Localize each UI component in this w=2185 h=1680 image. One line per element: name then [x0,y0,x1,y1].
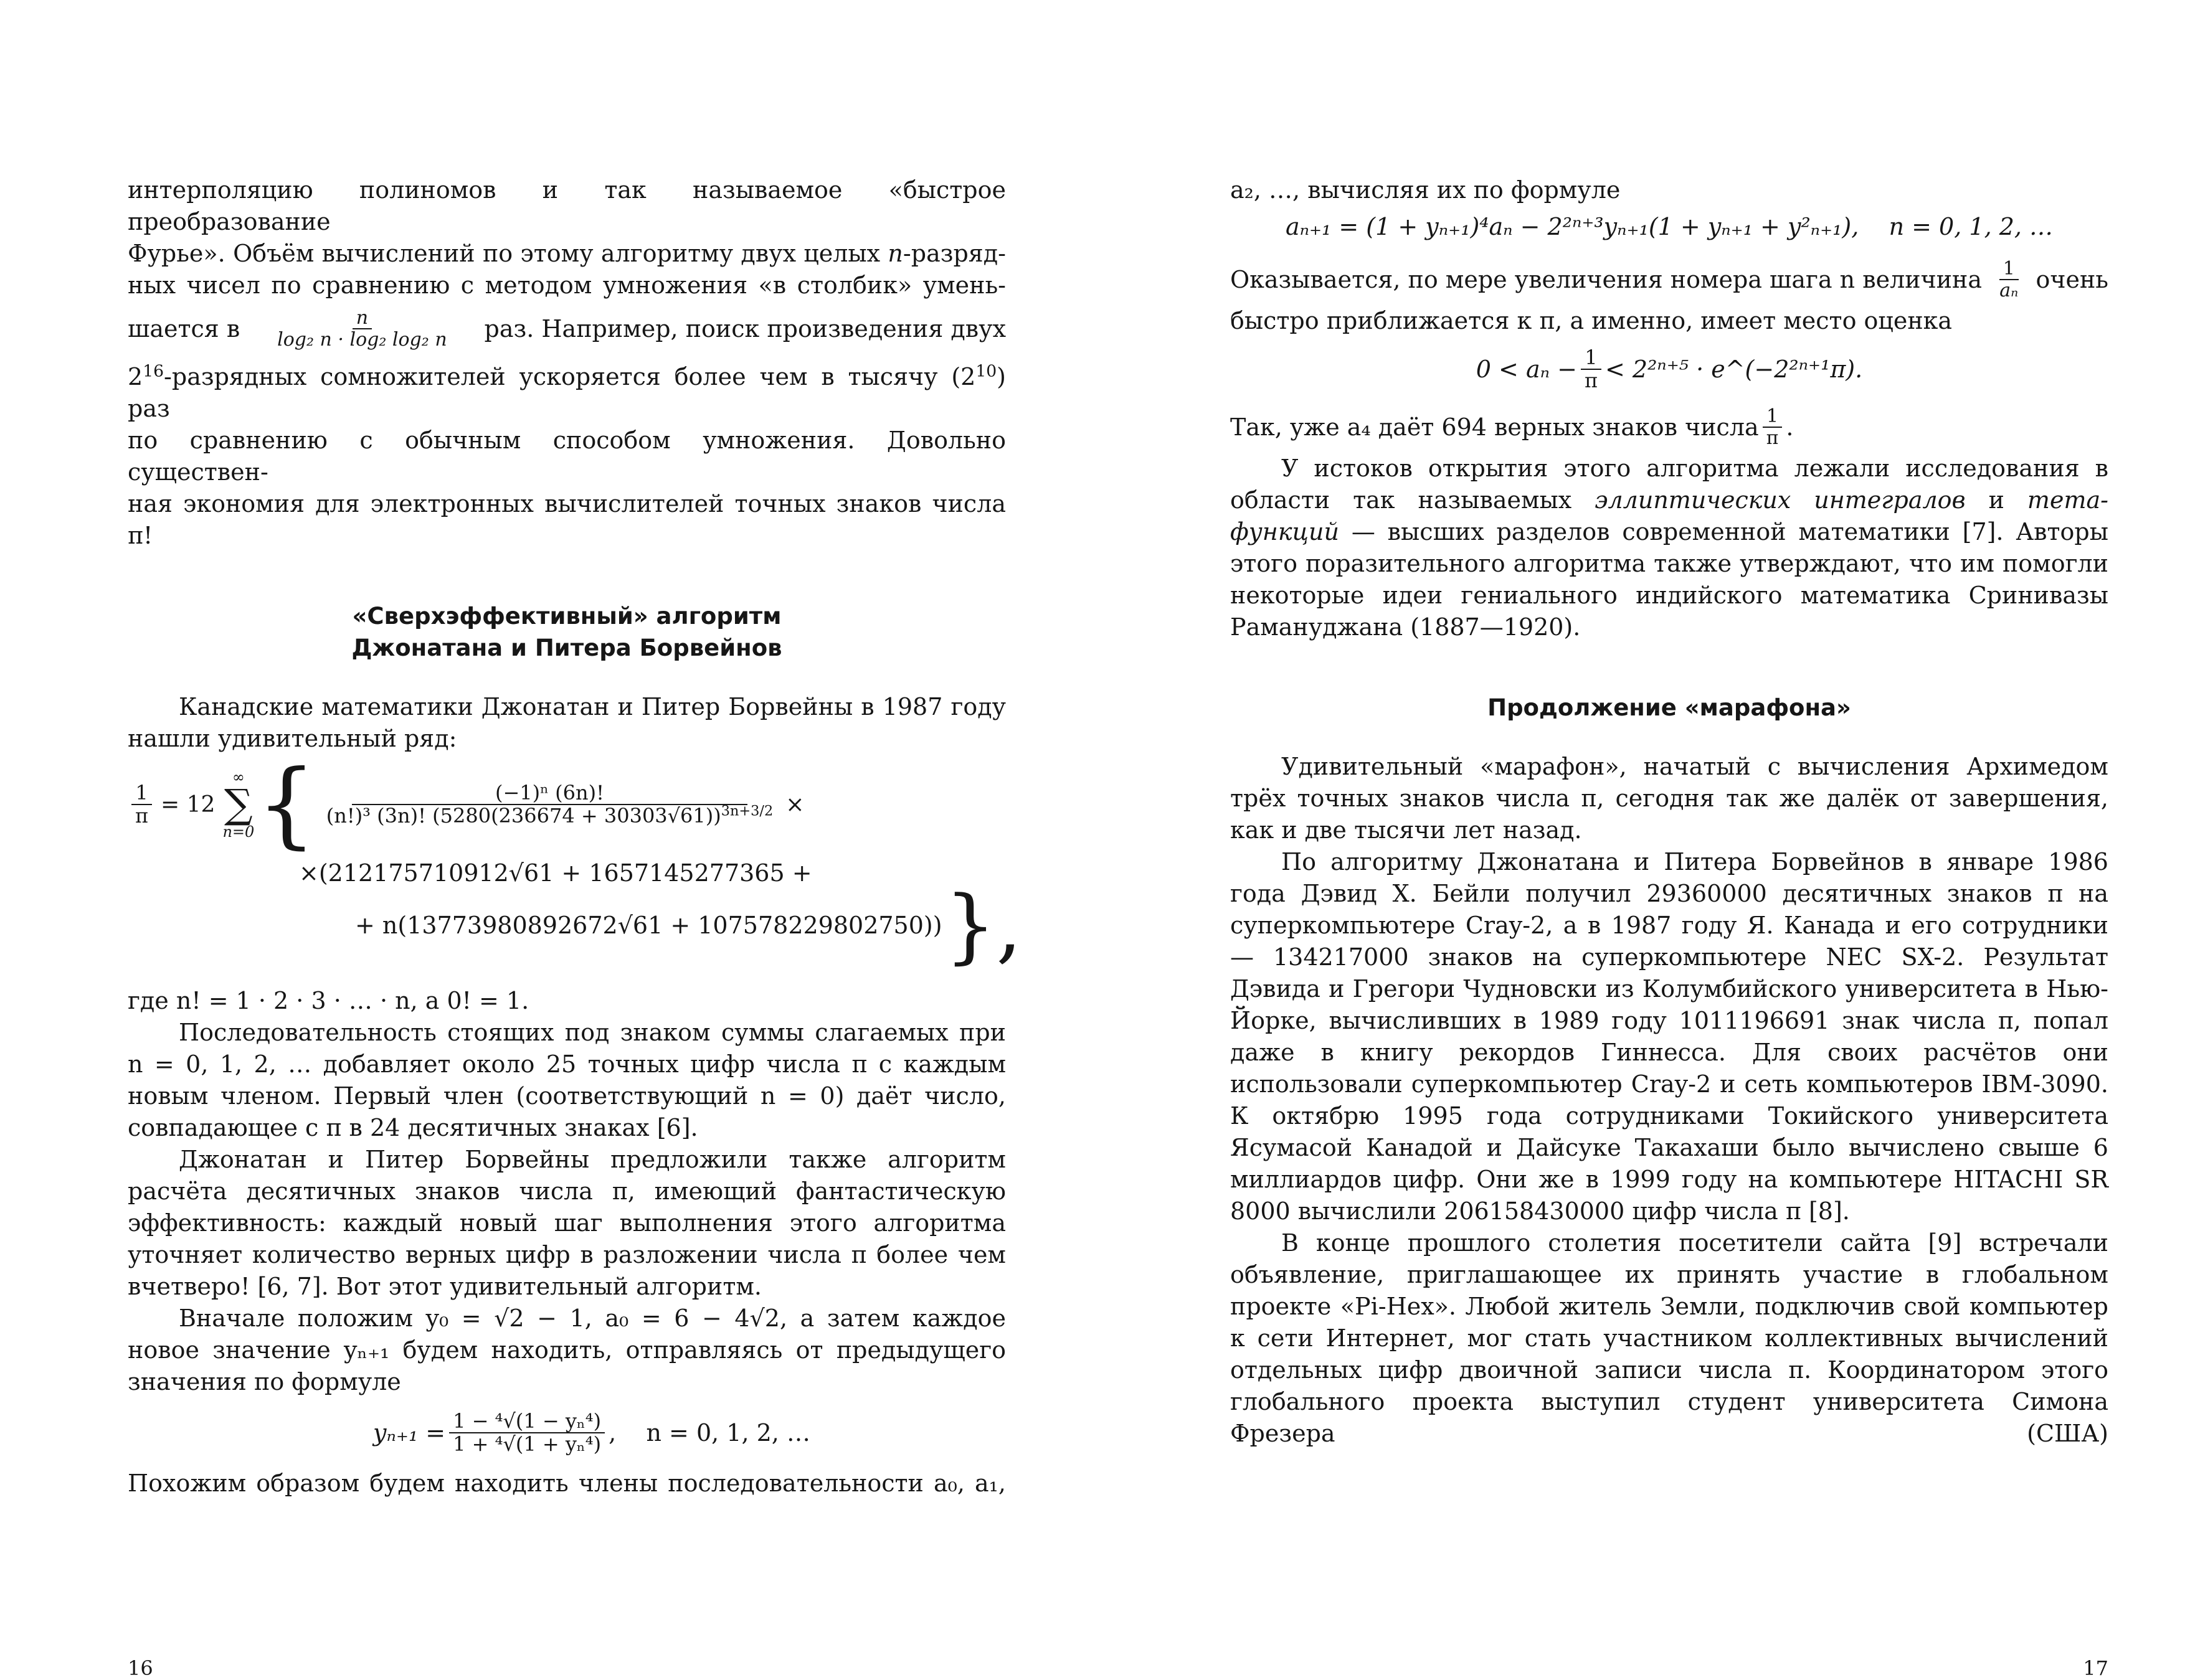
series-frac-den: (n!)³ (3n)! (5280(236674 + 30303√61)) [326,804,721,828]
a-formula [1230,211,2108,243]
estimate-frac-den: π [1584,369,1598,393]
para-bailey: По алгоритму Джонатана и Питера Борвейнов в январе 1986 года Дэвид Х. Бейли получил 29360000 десятичных знаков π на суперкомпьютере Cray-2, а в 1987 году Я. Канада и его сотрудники — 134217000 знаков на суперкомпьютере NEC SX-2. Результат Дэвида и Грегори Чудновски из Колумбийского университета в Нью-Йорке, вычисливших в 1989 году 1011196691 знак числа π, попал даже в книгу рекордов Гиннесса. Для своих расчётов они использовали суперкомпьютер Cray-2 и сеть компьютеров IBM-3090. К октябрю 1995 года сотрудниками Токийского университета Ясумасой Канадой и Дайсуке Такахаши было вычислено свыше 6 миллиардов цифр. Они же в 1999 году на компьютере HITACHI SR 8000 вычислили 206158430000 цифр числа π [8]. [1230,848,2108,1225]
para-pihex: В конце прошлого столетия посетители сайта [9] встречали объявление, приглашающее их принять участие в глобальном проекте «Pi-Hex». Любой житель Земли, подключив свой компьютер к сети Интернет, мог стать участником коллективных вычислений отдельных цифр двоичной записи числа π. Координатором этого глобального проекта выступил студент университета Симона Фрезера (США) [1230,1229,2108,1448]
y-formula-num: 1 − ⁴√(1 − yₙ⁴) [449,1410,605,1433]
intro-line-2-a: Фурье». Объём вычислений по этому алгоритму двух целых [128,240,888,267]
left-page [128,174,1022,1680]
series-formula-line-1 [128,750,1006,859]
para-canadian: Канадские математики Джонатан и Питер Борвейны в 1987 году нашли удивительный ряд: [128,693,1006,752]
intro-line-4-b: раз. Например, поиск произведения двух [484,315,1006,342]
estimate-right: < 2²ⁿ⁺⁵ · e^(−2²ⁿ⁺¹π). [1604,355,1863,383]
intro-line-2-b: -разряд- [903,240,1006,267]
turns-out-line [1230,254,2108,305]
intro-line-5-b: -разрядных сомножителей ускоряется более чем в тысячу (2 [164,363,976,390]
so-line-a: Так, уже a₄ даёт 694 верных знаков числа [1230,413,1759,441]
intro-line-2-n: n [888,240,903,267]
section-heading-marathon: Продолжение «марафона» [1487,694,1851,722]
y-formula-den: 1 + ⁴√(1 + yₙ⁴) [453,1432,602,1456]
so-line-frac-den: π [1766,427,1779,450]
series-lhs-num: 1 [131,782,151,805]
series-lhs [131,782,152,827]
where-line: где n! = 1 · 2 · 3 · … · n, а 0! = 1. [128,987,529,1014]
series-formula [128,750,1022,973]
estimate-frac [1581,347,1601,392]
para-origins-c: — высших разделов современной математики [7]. Авторы этого поразительного алгоритма также утверждают, что им помогли некоторые идеи гениального индийского математика Сринивазы Рамануджана (1887—1920). [1230,518,2108,641]
series-formula-line-3 [128,878,1022,973]
series-frac-den-exp: 3n+3/2 [721,803,774,819]
inv-a-den: aₙ [1999,280,2019,301]
para-origins-a: У истоков открытия этого алгоритма лежали исследования в области так называемых [1230,455,2108,514]
sigma-icon: ∑ [224,781,253,828]
y-formula-lhs: yₙ₊₁ = [373,1418,446,1446]
intro-line-4 [128,301,1006,356]
series-eq: = 12 [161,791,216,818]
left-brace-icon: { [257,750,316,859]
intro-line-5-a: 2 [128,363,143,390]
so-line-frac-num: 1 [1763,406,1782,428]
para-sequence: Последовательность стоящих под знаком суммы слагаемых при n = 0, 1, 2, … добавляет около 25 точных цифр числа π с каждым новым членом. Первый член (соответствующий n = 0) даёт число, совпадающее с π в 24 десятичных знаках [6]. [128,1019,1006,1141]
right-page [1230,174,2108,1680]
cont-line: a₂, …, вычисляя их по формуле [1230,176,1621,204]
log-fraction-num: n [353,308,372,329]
section-heading-borwein [128,600,1006,664]
so-line-b: . [1786,413,1794,441]
turns-out-b: очень [2036,266,2108,293]
intro-line-5 [128,361,1006,425]
a-formula-text: aₙ₊₁ = (1 + yₙ₊₁)⁴aₙ − 2²ⁿ⁺³yₙ₊₁(1 + yₙ₊₁ + y²ₙ₊₁), n = 0, 1, 2, … [1285,213,2054,240]
intro-line-5-sup2: 10 [975,361,997,381]
intro-line-5-c: ) раз [128,363,1006,422]
para-origins [1230,453,2108,643]
intro-line-7: ная экономия для электронных вычислителей точных знаков числа π! [128,490,1006,549]
para-algorithm: Джонатан и Питер Борвейны предложили также алгоритм расчёта десятичных знаков числа π, имеющий фантастическую эффективность: каждый новый шаг выполнения этого алгоритма уточняет количество верных цифр в разложении числа π более чем вчетверо! [6, 7]. Вот этот удивительный алгоритм. [128,1146,1006,1300]
heading-line-1: «Сверхэффективный» алгоритм [352,603,782,630]
para-origins-b: и [1965,486,2027,514]
sum-symbol [222,770,254,839]
intro-line-2 [128,238,1006,270]
series-close: }, [944,878,1022,973]
series-times: × [785,791,805,818]
page-number-left: 16 [128,1656,153,1680]
so-line [1230,402,2108,453]
series-lhs-den: π [135,804,149,828]
estimate-left: 0 < aₙ − [1476,355,1577,383]
intro-line-5-sup: 16 [143,361,164,381]
inv-a-frac [1996,258,2022,301]
y-formula-tail: , n = 0, 1, 2, … [609,1418,810,1446]
turns-out-a: Оказывается, по мере увеличения номера шага n величина [1230,266,1983,293]
sum-bottom: n=0 [222,823,255,841]
intro-paragraph [128,174,1006,552]
intro-line-6: по сравнению с обычным способом умножения. Довольно существен- [128,427,1006,486]
estimate-frac-num: 1 [1581,347,1601,370]
para-origins-em1: эллиптических интегралов [1595,486,1966,514]
para-initial: Вначале положим y₀ = √2 − 1, a₀ = 6 − 4√2, а затем каждое новое значение yₙ₊₁ будем находить, отправляясь от предыдущего значения по формуле [128,1305,1006,1395]
log-fraction [273,308,451,350]
so-line-frac [1763,406,1783,448]
para-marathon: Удивительный «марафон», начатый с вычисления Архимедом трёх точных знаков числа π, сегодня так же далёк от завершения, как и две тысячи лет назад. [1230,753,2108,844]
y-formula [128,1410,1006,1455]
estimate-formula [1230,347,2108,392]
heading-line-2: Джонатана и Питера Борвейнов [351,635,782,661]
y-formula-frac [449,1410,605,1455]
turns-out-c: быстро приближается к π, а именно, имеет место оценка [1230,307,1953,334]
intro-line-1: интерполяцию полиномов и так называемое «быстрое преобразование [128,176,1006,235]
sum-top: ∞ [232,768,245,786]
series-fraction [323,782,777,827]
log-fraction-den: log₂ n · log₂ log₂ n [277,329,447,351]
intro-line-3: ных чисел по сравнению с методом умножения «в столбик» умень- [128,271,1006,299]
inv-a-num: 1 [1999,258,2019,280]
series-frac-num: (−1)ⁿ (6n)! [352,782,747,805]
intro-line-4-a: шается в [128,315,240,342]
series-formula-line-2: ×(212175710912√61 + 1657145277365 + [299,859,812,887]
para-similar: Похожим образом будем находить члены последовательности a₀, a₁, [128,1470,1006,1498]
page-number-right: 17 [2083,1656,2108,1680]
series-frac-den-wrap [323,805,777,827]
para-origins-em2: тета-функций [1230,486,2108,546]
series-line-3-text: + n(13773980892672√61 + 107578229802750)) [355,912,942,939]
